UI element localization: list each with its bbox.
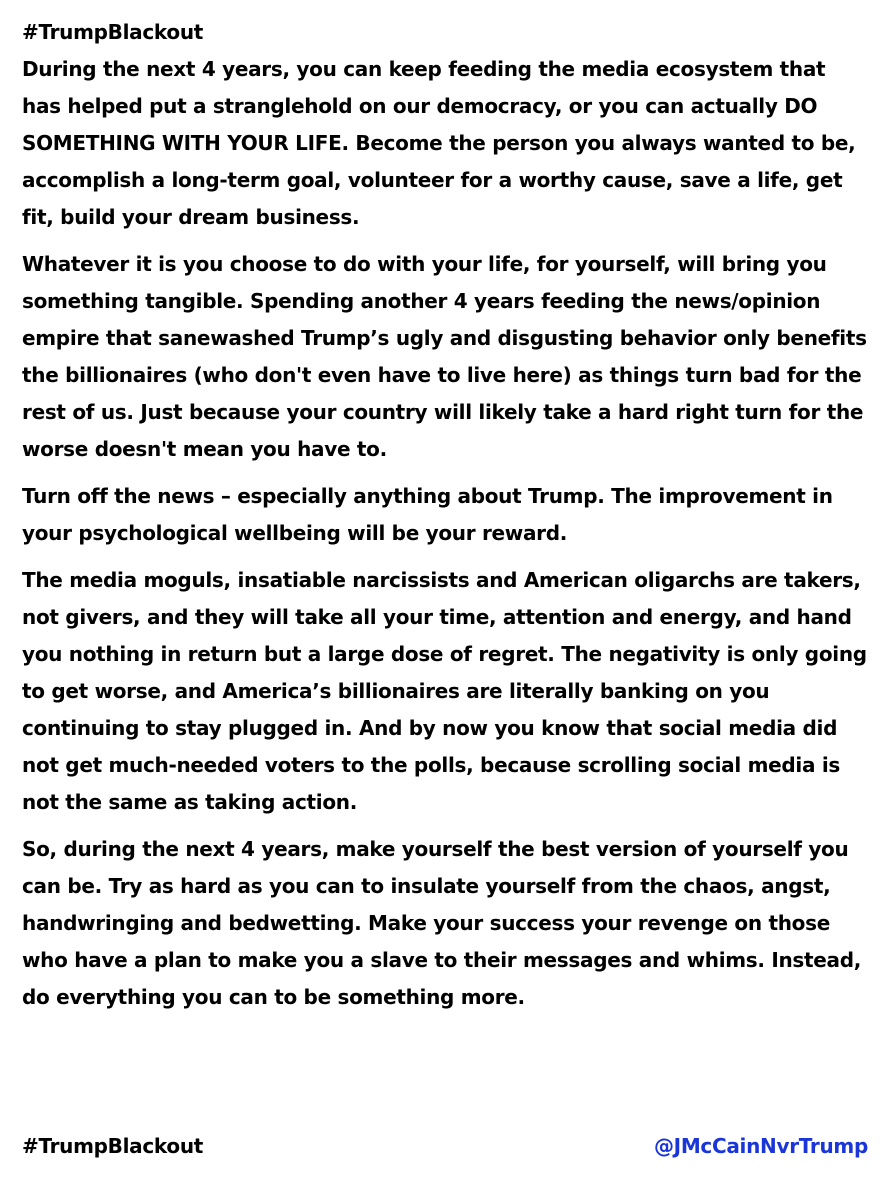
paragraph-1: During the next 4 years, you can keep feeding the media ecosystem that has helped put a stranglehold on our democracy, or you can actually DO SOMETHING WITH YOUR LIFE. Become the person you always wanted to be, accomplish a long-term goal, volunteer for a worthy cause, save a life, get fit, build your dream business. bbox=[22, 57, 856, 229]
paragraph-3: Turn off the news – especially anything about Trump. The improvement in your psychological wellbeing will be your reward. bbox=[22, 484, 833, 545]
footer bbox=[22, 1128, 868, 1165]
paragraph-4: The media moguls, insatiable narcissists and American oligarchs are takers, not givers, and they will take all your time, attention and energy, and hand you nothing in return but a large dose of regret. The negativity is only going to get worse, and America’s billionaires are literally banking on you continuing to stay plugged in. And by now you know that social media did not get much-needed voters to the polls, because scrolling social media is not the same as taking action. bbox=[22, 568, 867, 814]
author-handle[interactable]: @JMcCainNvrTrump bbox=[653, 1134, 868, 1158]
document-body bbox=[22, 14, 868, 1026]
paragraph-2: Whatever it is you choose to do with your life, for yourself, will bring you something tangible. Spending another 4 years feeding the news/opinion empire that sanewashed Trump’s ugly and disgusting behavior only benefits the billionaires (who don't even have to live here) as things turn bad for the rest of us. Just because your country will likely take a hard right turn for the worse doesn't mean you have to. bbox=[22, 252, 867, 461]
footer-hashtag: #TrumpBlackout bbox=[22, 1134, 204, 1158]
header-hashtag: #TrumpBlackout bbox=[22, 20, 204, 44]
paragraph-5: So, during the next 4 years, make yourself the best version of yourself you can be. Try as hard as you can to insulate yourself from the chaos, angst, handwringing and bedwetting. Make your success your revenge on those who have a plan to make you a slave to their messages and whims. Instead, do everything you can to be something more. bbox=[22, 837, 862, 1009]
